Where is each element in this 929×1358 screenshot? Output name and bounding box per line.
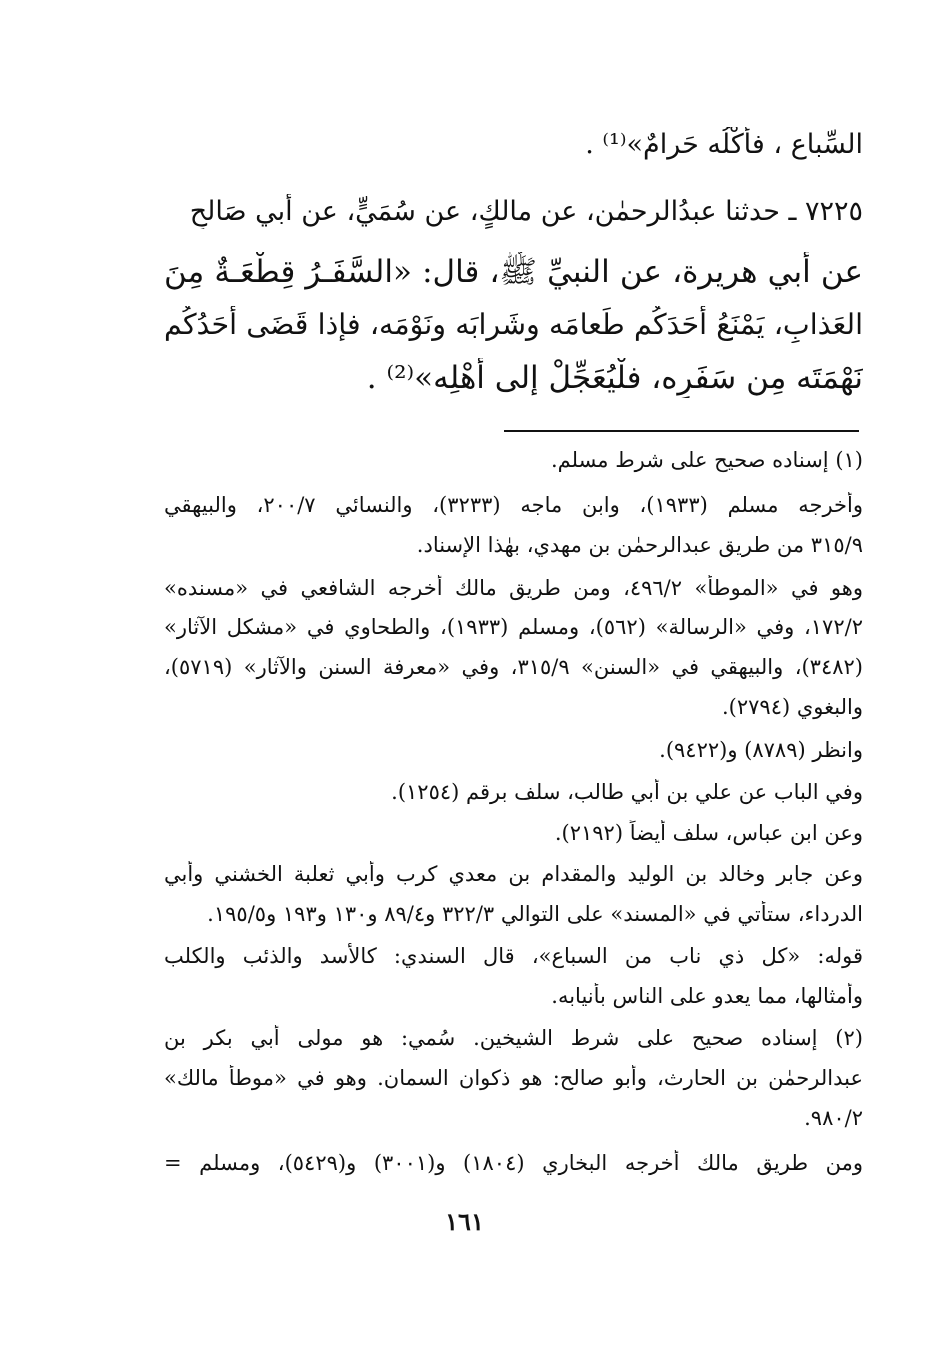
footnote-1-line-3: ٣١٥/٩ من طريق عبدالرحمٰن بن مهدي، بهٰذا الإسناد. — [416, 533, 863, 557]
footnote-1-line-8: وانظر (٨٧٨٩) و(٩٤٢٢). — [659, 738, 863, 762]
footnote-1-line-9: وفي الباب عن علي بن أبي طالب، سلف برقم (١٢٥٤). — [391, 780, 863, 804]
footnote-1-line-12: الدرداء، ستأتي في «المسند» على التوالي ٣٢٢/٣ و٨٩/٤ و١٣٠ و١٩٣ و١٩٥/٥. — [207, 902, 863, 926]
footnote-1-line-4: وهو في «الموطأ» ٤٩٦/٢، ومن طريق مالك أخرجه الشافعي في «مسنده» — [164, 576, 863, 600]
hadith-7225-text-line-2: العَذابِ، يَمْنَعُ أَحَدَكُم طَعامَه وشَرابَه ونَوْمَه، فإذا قَضَى أَحَدُكُم — [164, 308, 863, 341]
footnote-1-line-6: (٣٤٨٢)، والبيهقي في «السنن» ٣١٥/٩، وفي «معرفة السنن والآثار» (٥٧١٩)، — [164, 655, 863, 679]
main-text-line-1: السِّباع ، فأَكْلُه حَرامٌ»⁽¹⁾ . — [585, 129, 863, 160]
footnote-1-line-11: وعن جابر وخالد بن الوليد والمقدام بن معدي كرب وأبي ثعلبة الخشني وأبي — [164, 862, 863, 886]
footnote-1-line-2: وأخرجه مسلم (١٩٣٣)، وابن ماجه (٣٢٣٣)، والنسائي ٢٠٠/٧، والبيهقي — [164, 493, 863, 517]
footnote-1-line-5: ١٧٢/٢، وفي «الرسالة» (٥٦٢)، ومسلم (١٩٣٣)، والطحاوي في «مشكل الآثار» — [164, 615, 863, 639]
footnote-2-line-4: ومن طريق مالك أخرجه البخاري (١٨٠٤) و(٣٠٠١) و(٥٤٢٩)، ومسلم = — [164, 1151, 863, 1175]
footnote-1-line-14: وأمثالها، مما يعدو على الناس بأنيابه. — [551, 984, 863, 1008]
footnote-1-line-10: وعن ابن عباس، سلف أيضاً (٢١٩٢). — [554, 821, 863, 845]
footnote-2-line-3: ٩٨٠/٢. — [804, 1106, 863, 1130]
hadith-7225-text-line-1: عن أَبي هريرة، عن النبيِّ ﷺ، قال: «السَّفَـرُ قِطْعَـةٌ مِنَ — [164, 254, 863, 290]
footnote-2-line-1: (٢) إسناده صحيح على شرط الشيخين. سُمي: هو مولى أبي بكر بن — [164, 1026, 863, 1050]
page-number: ١٦١ — [445, 1207, 484, 1236]
footnote-separator — [504, 430, 859, 432]
footnote-1-line-1: (١) إسناده صحيح على شرط مسلم. — [550, 448, 863, 472]
hadith-7225-isnad: ٧٢٢٥ ـ حدثنا عبدُالرحمٰن، عن مالكٍ، عن سُمَيٍّ، عن أَبي صَالحٍ — [189, 196, 863, 227]
footnote-1-line-13: قوله: «كل ذي ناب من السباع»، قال السندي: كالأسد والذئب والكلب — [164, 944, 863, 968]
hadith-7225-text-line-3: نَهْمَتَه مِن سَفَرِه، فلْيُعَجِّلْ إلى أَهْلِه»⁽²⁾ . — [366, 360, 863, 396]
footnote-1-line-7: والبغوي (٢٧٩٤). — [722, 695, 863, 719]
footnote-2-line-2: عبدالرحمٰن بن الحارث، وأبو صالح: هو ذكوان السمان. وهو في «موطأ مالك» — [164, 1066, 863, 1090]
